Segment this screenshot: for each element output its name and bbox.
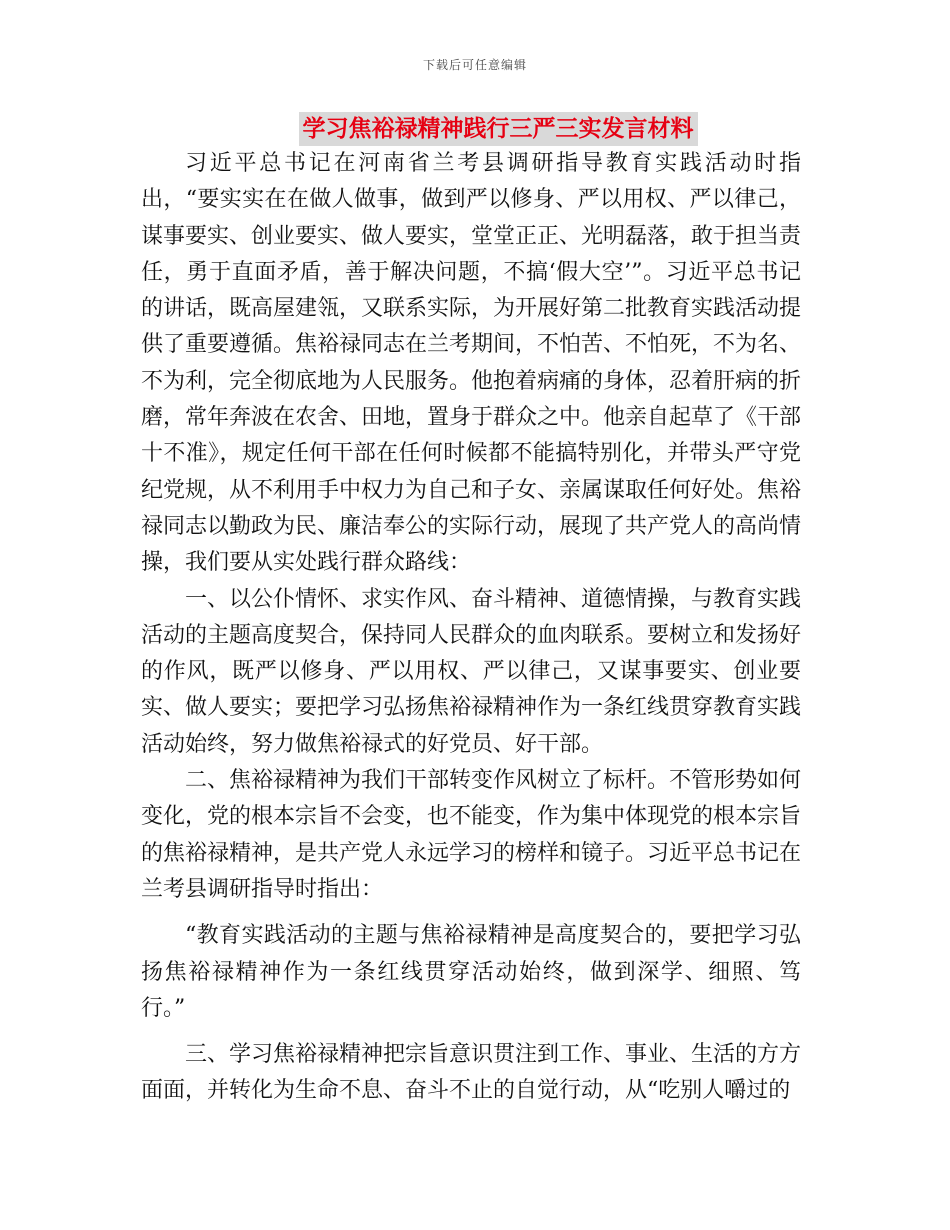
paragraph-point-three: 三、学习焦裕禄精神把宗旨意识贯注到工作、事业、生活的方方面面，并转化为生命不息、奋斗不止的自觉行动，从“吃别人嚼过的: [141, 1042, 802, 1104]
document-title: 学习焦裕禄精神践行三严三实发言材料: [299, 112, 698, 146]
header-note: 下载后可任意编辑: [422, 58, 527, 72]
paragraph-quote: “教育实践活动的主题与焦裕禄精神是高度契合的，要把学习弘扬焦裕禄精神作为一条红线贯穿活动始终，做到深学、细照、笃行。”: [141, 923, 801, 1021]
paragraph-point-two: 二、焦裕禄精神为我们干部转变作风树立了标杆。不管形势如何变化，党的根本宗旨不会变，也不能变，作为集中体现党的根本宗旨的焦裕禄精神，是共产党人永远学习的榜样和镜子。习近平总书记在兰考县调研指导时指出：: [141, 768, 802, 902]
document-body: [141, 146, 801, 1110]
paragraph-intro: 习近平总书记在河南省兰考县调研指导教育实践活动时指出，“要实实在在做人做事，做到严以修身、严以用权、严以律己，谋事要实、创业要实、做人要实，堂堂正正、光明磊落，敢于担当责任，勇于直面矛盾，善于解决问题，不搞‘假大空’”。习近平总书记的讲话，既高屋建瓴，又联系实际，为开展好第二批教育实践活动提供了重要遵循。焦裕禄同志在兰考期间，不怕苦、不怕死，不为名、不为利，完全彻底地为人民服务。他抱着病痛的身体，忍着肝病的折磨，常年奔波在农舍、田地，置身于群众之中。他亲自起草了《干部十不准》，规定任何干部在任何时候都不能搞特别化，并带头严守党纪党规，从不利用手中权力为自己和子女、亲属谋取任何好处。焦裕禄同志以勤政为民、廉洁奉公的实际行动，展现了共产党人的高尚情操，我们要从实处践行群众路线：: [141, 151, 802, 576]
paragraph-point-one: 一、以公仆情怀、求实作风、奋斗精神、道德情操，与教育实践活动的主题高度契合，保持同人民群众的血肉联系。要树立和发扬好的作风，既严以修身、严以用权、严以律己，又谋事要实、创业要实、做人要实；要把学习弘扬焦裕禄精神作为一条红线贯穿教育实践活动始终，努力做焦裕禄式的好党员、好干部。: [141, 586, 802, 757]
title-wrap: [0, 112, 950, 146]
